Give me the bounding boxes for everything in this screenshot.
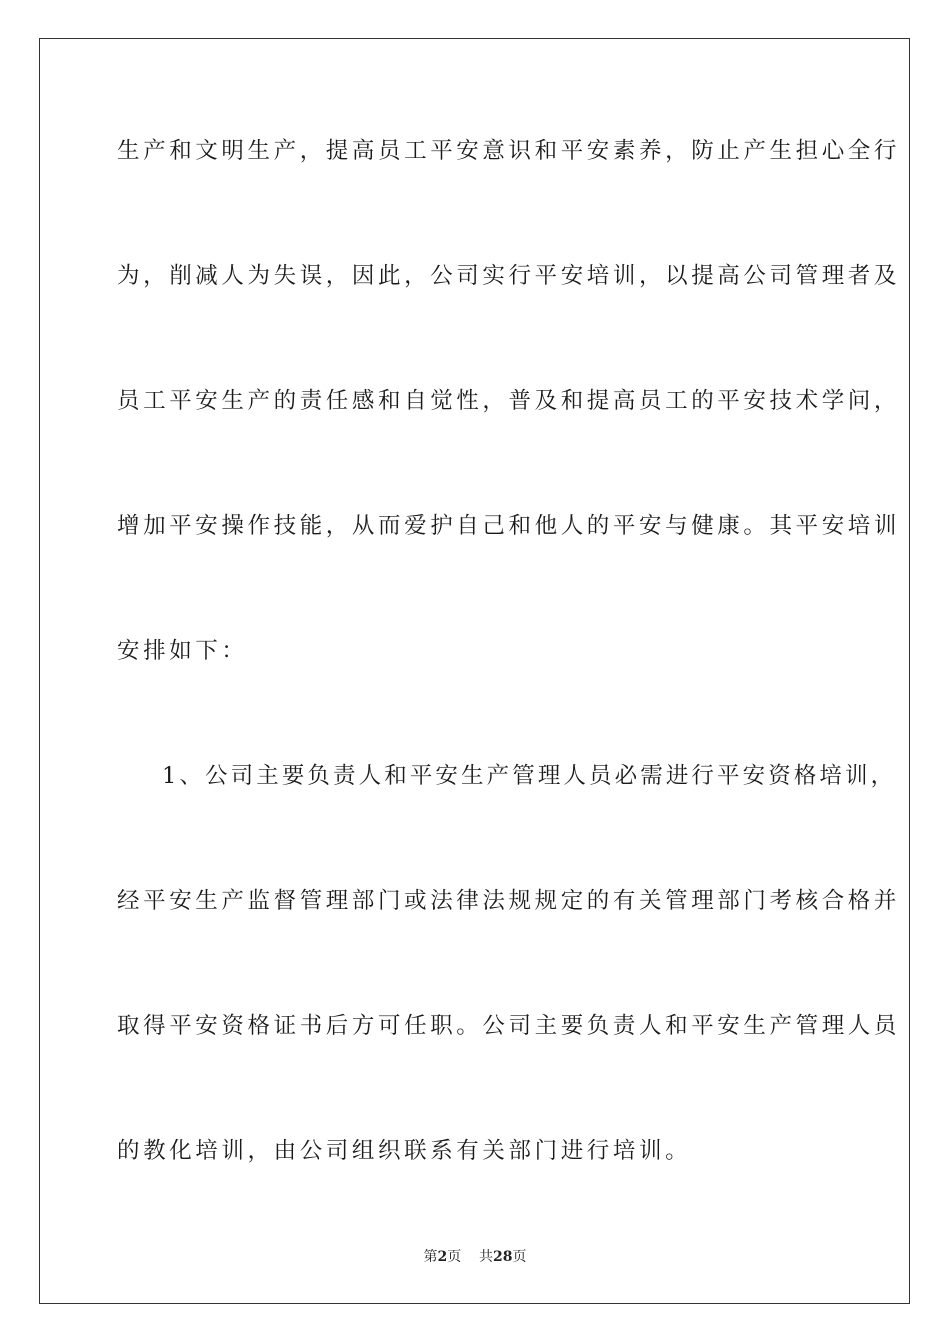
page-border [39,38,910,1304]
text-line-1: 生产和文明生产，提高员工平安意识和平安素养，防止产生担心全行 [117,138,901,164]
text-line-4: 增加平安操作技能，从而爱护自己和他人的平安与健康。其平安培训 [117,513,901,539]
text-line-9: 的教化培训，由公司组织联系有关部门进行培训。 [117,1138,692,1164]
text-line-6: 1、公司主要负责人和平安生产管理人员必需进行平安资格培训， [162,763,897,789]
total-prefix: 共 [479,1249,494,1265]
total-suffix: 页 [512,1249,527,1265]
total-pages: 28 [493,1249,513,1265]
text-line-5: 安排如下： [117,638,248,664]
text-line-3: 员工平安生产的责任感和自觉性，普及和提高员工的平安技术学问， [117,388,901,414]
page-prefix: 第 [423,1249,438,1265]
page-number: 2 [437,1249,448,1265]
page-footer [0,1248,950,1266]
text-line-7: 经平安生产监督管理部门或法律法规规定的有关管理部门考核合格并 [117,888,901,914]
text-line-8: 取得平安资格证书后方可任职。公司主要负责人和平安生产管理人员 [117,1013,901,1039]
page-suffix: 页 [447,1249,462,1265]
text-line-2: 为，削减人为失误，因此，公司实行平安培训，以提高公司管理者及 [117,263,901,289]
